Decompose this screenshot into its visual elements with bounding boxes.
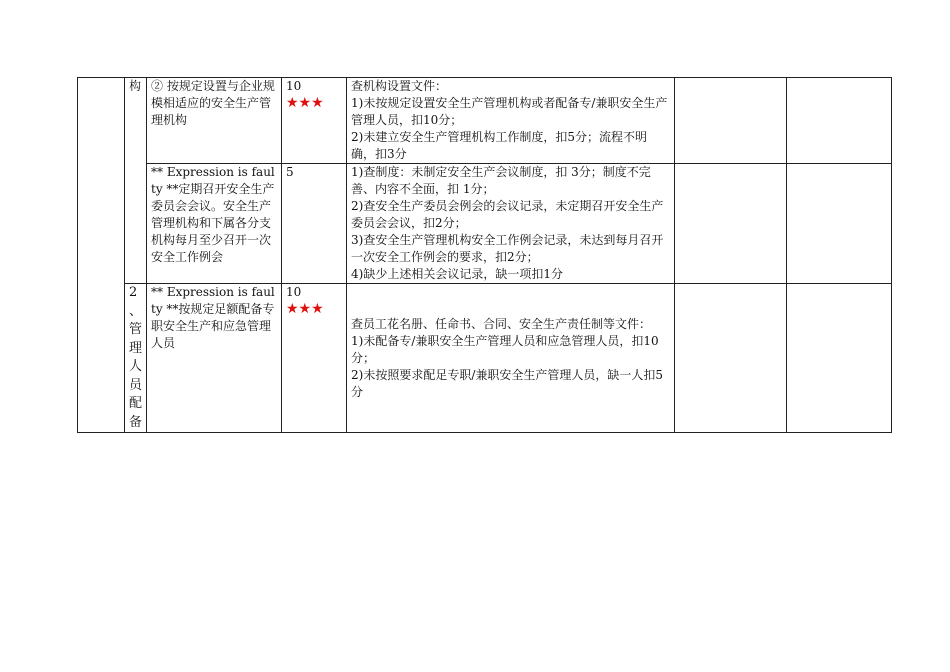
- category-label: 构: [129, 79, 142, 93]
- blank-cell: [675, 78, 787, 164]
- score-cell: [282, 284, 347, 433]
- table-row: [78, 78, 892, 164]
- blank-cell: [787, 78, 892, 164]
- star-rating-icon: ★★★: [286, 95, 324, 111]
- evaluation-table: [77, 77, 892, 433]
- blank-cell: [787, 164, 892, 284]
- score-value: 10: [286, 285, 302, 299]
- item-text: ② 按规定设置与企业规模相适应的安全生产管理机构: [151, 79, 275, 127]
- check-line: 3)查安全生产管理机构安全工作例会记录，未达到每月召开一次安全工作例会的要求，扣2分；: [351, 233, 664, 264]
- check-line: 1)未按规定设置安全生产管理机构或者配备专/兼职安全生产管理人员，扣10分；: [351, 96, 668, 127]
- subcategory-cell: [125, 284, 147, 433]
- item-cell: [147, 284, 282, 433]
- item-text: ** Expression is faulty **按规定足额配备专职安全生产和应急管理人员: [151, 285, 275, 350]
- subcategory-char: 人: [129, 359, 143, 374]
- check-line: 2)查安全生产委员会例会的会议记录，未定期召开安全生产委员会会议，扣2分；: [351, 199, 664, 230]
- score-value: 5: [286, 165, 294, 179]
- subcategory-char: 、: [129, 303, 143, 319]
- subcategory-char: 备: [129, 414, 143, 430]
- item-cell: [147, 164, 282, 284]
- blank-cell: [787, 284, 892, 433]
- check-line: 查员工花名册、任命书、合同、安全生产责任制等文件：: [351, 316, 652, 331]
- item-text: ** Expression is faulty **定期召开安全生产委员会会议。安全生产管理机构和下属各分支机构每月至少召开一次安全工作例会: [151, 165, 275, 264]
- subcategory-char: 配: [129, 396, 143, 411]
- check-method-cell: [347, 78, 675, 164]
- subcategory-char: 2: [129, 285, 138, 300]
- check-line: 1)未配备专/兼职安全生产管理人员和应急管理人员，扣10分；: [351, 333, 659, 365]
- check-method-cell: [347, 284, 675, 433]
- check-line: 2)未建立安全生产管理机构工作制度，扣5分；流程不明确，扣3分: [351, 130, 647, 161]
- index-cell: [78, 78, 125, 433]
- check-line: 2)未按照要求配足专职/兼职安全生产管理人员，缺一人扣5分: [351, 367, 663, 399]
- blank-cell: [675, 284, 787, 433]
- score-cell: [282, 164, 347, 284]
- table-row: [78, 284, 892, 433]
- category-cell: [125, 78, 147, 284]
- blank-cell: [675, 164, 787, 284]
- star-rating-icon: ★★★: [286, 301, 324, 317]
- score-cell: [282, 78, 347, 164]
- score-value: 10: [286, 79, 302, 93]
- subcategory-char: 员: [129, 377, 143, 393]
- subcategory-char: 理: [129, 340, 143, 356]
- check-method-cell: [347, 164, 675, 284]
- check-line: 查机构设置文件：: [351, 79, 448, 93]
- item-cell: [147, 78, 282, 164]
- subcategory-char: 管: [129, 322, 143, 337]
- table-row: [78, 164, 892, 284]
- check-line: 1)查制度：未制定安全生产会议制度，扣 3分；制度不完善、内容不全面，扣 1分；: [351, 165, 651, 196]
- check-line: 4)缺少上述相关会议记录，缺一项扣1分: [351, 267, 563, 281]
